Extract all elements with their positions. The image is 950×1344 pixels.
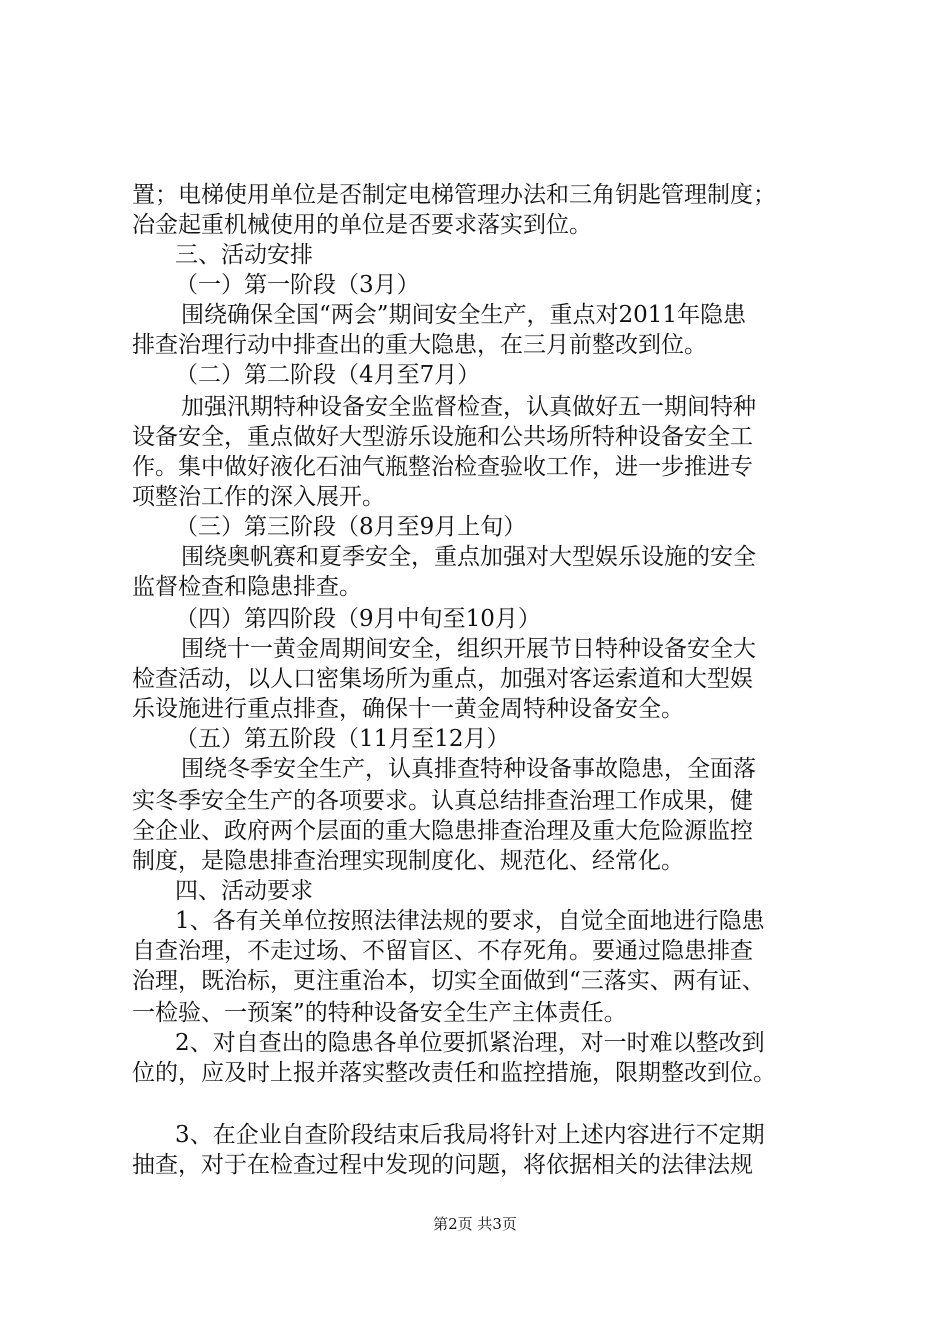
text-line: 位的，应及时上报并落实整改责任和监控措施，限期整改到位。	[132, 1060, 776, 1086]
text-line: 排查治理行动中排查出的重大隐患，在三月前整改到位。	[132, 332, 707, 358]
text-line: 一检验、一预案”的特种设备安全生产主体责任。	[132, 1000, 627, 1026]
section-heading: 三、活动安排	[175, 242, 313, 268]
text-line: 加强汛期特种设备安全监督检查，认真做好五一期间特种	[181, 394, 756, 420]
text-line: 冶金起重机械使用的单位是否要求落实到位。	[132, 212, 592, 238]
text-line: 围绕奥帆赛和夏季安全，重点加强对大型娱乐设施的安全	[181, 544, 756, 570]
section-heading: 四、活动要求	[175, 878, 313, 904]
text-line: 治理，既治标，更注重治本，切实全面做到“三落实、两有证、	[132, 968, 765, 994]
text-line: 乐设施进行重点排查，确保十一黄金周特种设备安全。	[132, 696, 684, 722]
text-line: 1、各有关单位按照法律法规的要求，自觉全面地进行隐患	[175, 908, 765, 934]
text-line: 实冬季安全生产的各项要求。认真总结排查治理工作成果，健	[132, 788, 753, 814]
text-line: 项整治工作的深入展开。	[132, 484, 385, 510]
phase-heading: （二）第二阶段（4月至7月）	[175, 362, 481, 388]
phase-heading: （一）第一阶段（3月）	[175, 272, 420, 298]
text-line: 作。集中做好液化石油气瓶整治检查验收工作，进一步推进专	[132, 454, 753, 480]
text-line: 抽查，对于在检查过程中发现的问题，将依据相关的法律法规	[132, 1152, 753, 1178]
phase-heading: （三）第三阶段（8月至9月上旬）	[175, 514, 527, 540]
text-line: 设备安全，重点做好大型游乐设施和公共场所特种设备安全工	[132, 424, 753, 450]
text-line: 围绕确保全国“两会”期间安全生产，重点对2011年隐患	[181, 302, 747, 328]
page-number-footer: 第2页 共3页	[433, 1215, 517, 1233]
text-line: 2、对自查出的隐患各单位要抓紧治理，对一时难以整改到	[175, 1030, 765, 1056]
text-line: 检查活动，以人口密集场所为重点，加强对客运索道和大型娱	[132, 666, 753, 692]
text-line: 3、在企业自查阶段结束后我局将针对上述内容进行不定期	[175, 1122, 765, 1148]
text-line: 围绕十一黄金周期间安全，组织开展节日特种设备安全大	[181, 636, 756, 662]
text-line: 制度，是隐患排查治理实现制度化、规范化、经常化。	[132, 848, 684, 874]
phase-heading: （四）第四阶段（9月中旬至10月）	[175, 606, 541, 632]
text-line: 置；电梯使用单位是否制定电梯管理办法和三角钥匙管理制度；	[132, 182, 776, 208]
text-line: 全企业、政府两个层面的重大隐患排查治理及重大危险源监控	[132, 818, 753, 844]
text-line: 自查治理，不走过场、不留盲区、不存死角。要通过隐患排查	[132, 938, 753, 964]
text-line: 围绕冬季安全生产，认真排查特种设备事故隐患，全面落	[181, 756, 756, 782]
phase-heading: （五）第五阶段（11月至12月）	[175, 726, 510, 752]
text-line: 监督检查和隐患排查。	[132, 574, 362, 600]
